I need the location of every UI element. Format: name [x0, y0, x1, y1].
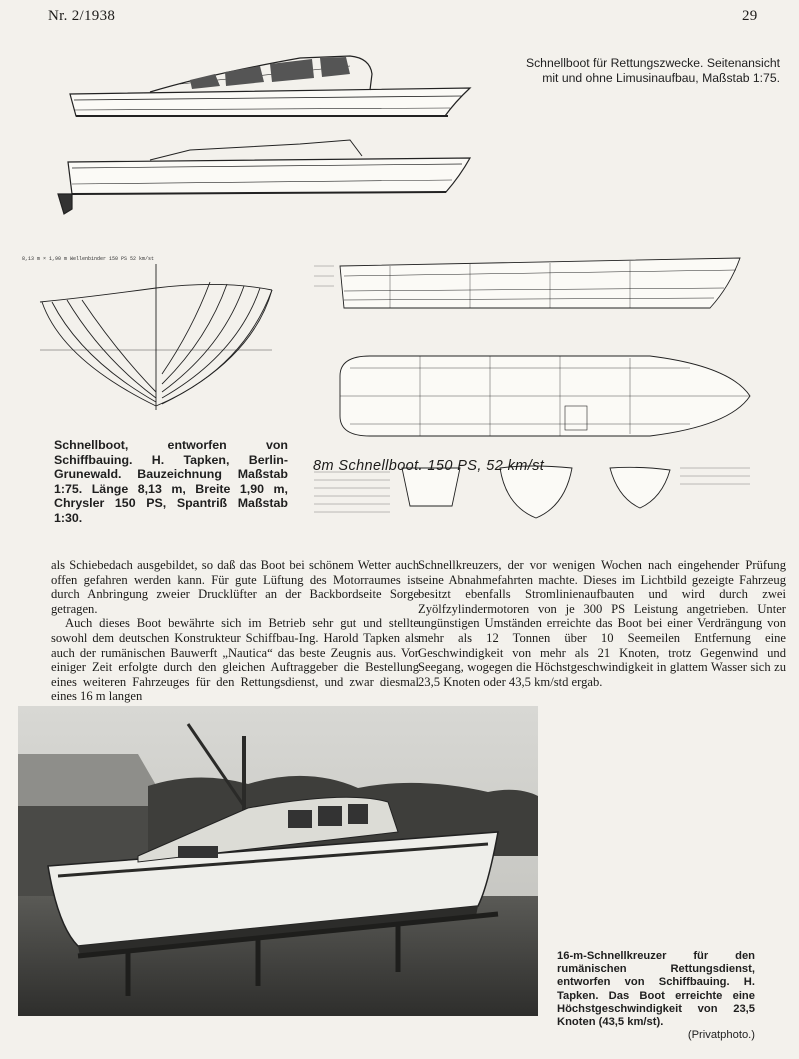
body-plan-note: 8,13 m × 1,90 m Wellenbinder 150 PS 52 km/st — [22, 256, 155, 262]
plan-title: 8m Schnellboot. 150 PS, 52 km/st — [313, 458, 545, 474]
paragraph: Schnellkreuzers, der vor wenigen Wochen nach eingehender Prüfung seine Abnahmefahrten machte. Dieses im Lichtbild gezeigte Fahrzeug besitzt ebenfalls Stromlinienaufbauten und wird durch zwei Zyölfzylindermotoren von je 300 PS Leistung angetrieben. Unter ungünstigen Umständen erreichte das Boot bei einer Verdrängung von mehr als 12 Tonnen über 10 Seemeilen Entfernung eine Geschwindigkeit von mehr als 21 Knoten, trotz Gegenwind und Seegang, wogegen die Höchstgeschwindigkeit in glattem Wasser sich zu 23,5 Knoten oder 43,5 km/std ergab. — [418, 558, 786, 689]
text-column-right — [418, 558, 786, 689]
caption-photo-text: 16-m-Schnellkreuzer für den rumänischen Rettungsdienst, entworfen von Schiffbauing. H. Tapken. Das Boot erreichte eine Höchstgeschwindigkeit von 23,5 Knoten (43,5 km/st). — [557, 950, 755, 1029]
construction-plan-drawing — [310, 236, 770, 536]
paragraph: Auch dieses Boot bewährte sich im Betrieb sehr gut und stellte sowohl dem deutschen Konstrukteur Schiffbau-Ing. Harold Tapken als auch der rumänischen Bauwerft „Nautica“ das beste Zeugnis aus. Vor einiger Zeit erfolgte durch den gleichen Auftraggeber die Bestellung eines weiteren Fahrzeuges für den Rettungsdienst, und zwar diesmal eines 16 m langen — [51, 616, 419, 704]
paragraph: als Schiebedach ausgebildet, so daß das Boot bei schönem Wetter auch offen gefahren werden kann. Für gute Lüftung des Motorraumes ist durch Anbringung zweier Drucklüfter an der Backbordseite Sorge getragen. — [51, 558, 419, 616]
page-number: 29 — [742, 8, 758, 24]
photo-credit: (Privatphoto.) — [687, 1029, 755, 1042]
side-view-drawings — [50, 44, 490, 224]
caption-side-views: Schnellboot für Rettungszwecke. Seitenansicht mit und ohne Limusinaufbau, Maßstab 1:75. — [525, 56, 780, 85]
caption-construction: Schnellboot, entworfen von Schiffbauing. H. Tapken, Berlin-Grunewald. Bauzeichnung Maßstab 1:75. Länge 8,13 m, Breite 1,90 m, Chrysler 150 PS, Spantriß Maßstab 1:30. — [54, 438, 288, 525]
body-plan-drawing — [22, 250, 304, 430]
issue-number: Nr. 2/1938 — [48, 8, 116, 24]
boat-photo — [18, 706, 538, 1016]
text-column-left — [51, 558, 419, 704]
caption-photo — [557, 950, 755, 1042]
